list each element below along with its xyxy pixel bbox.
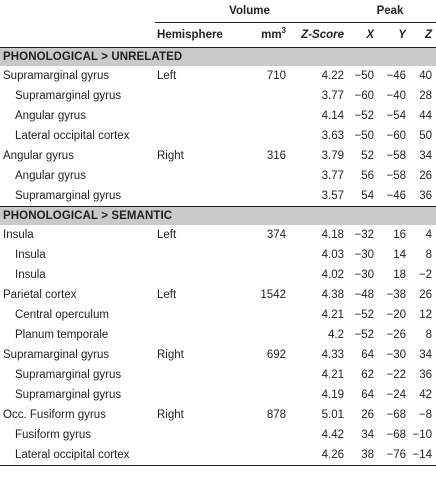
zscore-cell: 4.02 bbox=[321, 269, 344, 281]
zscore-cell: 4.38 bbox=[321, 289, 344, 301]
y-cell: −24 bbox=[386, 389, 406, 401]
table-header bbox=[0, 0, 436, 48]
z-header: Z bbox=[406, 23, 436, 48]
section-title: PHONOLOGICAL > UNRELATED bbox=[0, 48, 436, 67]
hemisphere-cell bbox=[155, 106, 231, 126]
volume-cell: 878 bbox=[266, 409, 286, 421]
zscore-cell: 4.21 bbox=[321, 369, 344, 381]
hemisphere-cell bbox=[155, 265, 231, 285]
zscore-cell: 4.19 bbox=[321, 389, 344, 401]
hemisphere-cell bbox=[155, 325, 231, 345]
hemisphere-header: Hemisphere bbox=[155, 23, 231, 48]
hemisphere-cell: Left bbox=[157, 289, 177, 301]
region-cell: Parietal cortex bbox=[3, 289, 77, 301]
y-cell: −22 bbox=[386, 369, 406, 381]
volume-cell bbox=[231, 106, 286, 126]
z-cell: −14 bbox=[406, 445, 436, 466]
hemisphere-cell bbox=[155, 305, 231, 325]
region-cell: Insula bbox=[3, 229, 34, 241]
table-row bbox=[0, 106, 436, 126]
hemisphere-cell: Left bbox=[157, 70, 177, 82]
x-cell: −60 bbox=[354, 90, 374, 102]
z-cell: −10 bbox=[412, 429, 432, 441]
y-cell: 16 bbox=[393, 229, 406, 241]
z-cell: 40 bbox=[419, 70, 432, 82]
x-cell: −50 bbox=[354, 70, 374, 82]
y-cell: −40 bbox=[386, 90, 406, 102]
x-cell: −52 bbox=[354, 110, 374, 122]
hemisphere-cell bbox=[155, 445, 231, 466]
section-title: PHONOLOGICAL > SEMANTIC bbox=[0, 207, 436, 226]
region-cell: Planum temporale bbox=[15, 329, 109, 341]
region-cell: Lateral occipital cortex bbox=[15, 130, 130, 142]
table-row bbox=[0, 245, 436, 265]
z-cell: 44 bbox=[419, 110, 432, 122]
y-cell: −30 bbox=[386, 349, 406, 361]
z-cell: 36 bbox=[419, 190, 432, 202]
hemisphere-cell bbox=[155, 365, 231, 385]
region-cell: Supramarginal gyrus bbox=[15, 389, 122, 401]
volume-cell bbox=[231, 385, 286, 405]
y-cell: −54 bbox=[386, 110, 406, 122]
z-cell: 34 bbox=[419, 349, 432, 361]
zscore-cell: 3.77 bbox=[321, 170, 344, 182]
hemisphere-cell bbox=[155, 86, 231, 106]
x-cell: 54 bbox=[361, 190, 374, 202]
x-cell: 38 bbox=[344, 445, 374, 466]
z-cell: 28 bbox=[419, 90, 432, 102]
y-cell: 14 bbox=[393, 249, 406, 261]
x-cell: −30 bbox=[354, 249, 374, 261]
hemisphere-cell bbox=[155, 385, 231, 405]
volume-cell bbox=[231, 265, 286, 285]
y-cell: −76 bbox=[374, 445, 406, 466]
region-cell: Central operculum bbox=[15, 309, 109, 321]
z-cell: −8 bbox=[418, 409, 432, 421]
region-cell: Occ. Fusiform gyrus bbox=[3, 409, 106, 421]
zscore-cell: 4.42 bbox=[321, 429, 344, 441]
volume-cell bbox=[231, 325, 286, 345]
table-row bbox=[0, 385, 436, 405]
peak-group-header: Peak bbox=[344, 0, 436, 23]
volume-cell: 692 bbox=[266, 349, 286, 361]
header-column-row bbox=[0, 23, 436, 48]
zscore-cell: 4.21 bbox=[321, 309, 344, 321]
zscore-cell: 4.14 bbox=[321, 110, 344, 122]
table-row bbox=[0, 345, 436, 365]
y-cell: −26 bbox=[386, 329, 406, 341]
region-cell: Angular gyrus bbox=[15, 170, 86, 182]
volume-cell bbox=[231, 425, 286, 445]
region-cell: Supramarginal gyrus bbox=[3, 70, 110, 82]
hemisphere-cell: Right bbox=[157, 150, 184, 162]
section-header-row bbox=[0, 207, 436, 226]
x-cell: 64 bbox=[361, 349, 374, 361]
zscore-cell: 5.01 bbox=[321, 409, 344, 421]
mm3-header: $mm^3$ bbox=[231, 23, 286, 48]
x-cell: 52 bbox=[361, 150, 374, 162]
zscore-cell: 4.2 bbox=[328, 329, 344, 341]
table-row bbox=[0, 405, 436, 425]
volume-cell: 374 bbox=[266, 229, 286, 241]
zscore-cell: 4.26 bbox=[286, 445, 344, 466]
z-cell: 34 bbox=[419, 150, 432, 162]
zscore-cell: 4.33 bbox=[321, 349, 344, 361]
hemisphere-cell: Left bbox=[157, 229, 177, 241]
z-cell: 50 bbox=[419, 130, 432, 142]
x-cell: 56 bbox=[361, 170, 374, 182]
y-cell: −60 bbox=[386, 130, 406, 142]
z-cell: 26 bbox=[419, 170, 432, 182]
hemisphere-cell: Right bbox=[157, 409, 184, 421]
table-row bbox=[0, 445, 436, 466]
region-cell: Angular gyrus bbox=[15, 110, 86, 122]
zscore-cell: 3.77 bbox=[321, 90, 344, 102]
table-row bbox=[0, 305, 436, 325]
zscore-cell: 4.22 bbox=[321, 70, 344, 82]
region-cell: Insula bbox=[15, 249, 46, 261]
zscore-cell: 3.57 bbox=[321, 190, 344, 202]
table-row bbox=[0, 225, 436, 245]
hemisphere-cell: Right bbox=[157, 349, 184, 361]
table-row bbox=[0, 66, 436, 86]
volume-cell bbox=[231, 126, 286, 146]
table-row bbox=[0, 365, 436, 385]
table-row bbox=[0, 285, 436, 305]
volume-cell bbox=[231, 305, 286, 325]
y-cell: −20 bbox=[386, 309, 406, 321]
table-row bbox=[0, 325, 436, 345]
x-header: X bbox=[344, 23, 374, 48]
z-cell: −2 bbox=[418, 269, 432, 281]
volume-cell bbox=[231, 445, 286, 466]
volume-cell bbox=[231, 166, 286, 186]
volume-cell bbox=[231, 365, 286, 385]
region-cell: Angular gyrus bbox=[3, 150, 74, 162]
region-cell: Lateral occipital cortex bbox=[0, 445, 155, 466]
z-cell: 26 bbox=[419, 289, 432, 301]
z-cell: 42 bbox=[419, 389, 432, 401]
z-cell: 4 bbox=[425, 229, 432, 241]
y-cell: −38 bbox=[386, 289, 406, 301]
hemisphere-cell bbox=[155, 186, 231, 207]
zscore-cell: 3.63 bbox=[321, 130, 344, 142]
z-cell: 8 bbox=[425, 249, 432, 261]
zscore-cell: 4.18 bbox=[321, 229, 344, 241]
table-row bbox=[0, 265, 436, 285]
x-cell: −48 bbox=[354, 289, 374, 301]
z-cell: 12 bbox=[419, 309, 432, 321]
x-cell: −50 bbox=[354, 130, 374, 142]
hemisphere-cell bbox=[155, 166, 231, 186]
hemisphere-cell bbox=[155, 425, 231, 445]
x-cell: 26 bbox=[361, 409, 374, 421]
y-cell: −46 bbox=[386, 70, 406, 82]
table-row bbox=[0, 425, 436, 445]
volume-cell bbox=[231, 86, 286, 106]
y-cell: −68 bbox=[386, 429, 406, 441]
x-cell: 64 bbox=[361, 389, 374, 401]
volume-cell: 1542 bbox=[260, 289, 286, 301]
x-cell: 34 bbox=[361, 429, 374, 441]
region-cell: Supramarginal gyrus bbox=[3, 349, 110, 361]
table-row bbox=[0, 126, 436, 146]
zscore-cell: 3.79 bbox=[321, 150, 344, 162]
section-header-row bbox=[0, 48, 436, 67]
table-body bbox=[0, 48, 436, 466]
region-cell: Supramarginal gyrus bbox=[15, 190, 122, 202]
x-cell: −30 bbox=[354, 269, 374, 281]
y-cell: −58 bbox=[386, 150, 406, 162]
region-cell: Insula bbox=[15, 269, 46, 281]
volume-group-header: Volume bbox=[155, 0, 344, 23]
y-cell: −68 bbox=[386, 409, 406, 421]
x-cell: −32 bbox=[354, 229, 374, 241]
region-cell: Supramarginal gyrus bbox=[15, 369, 122, 381]
table-row bbox=[0, 86, 436, 106]
volume-cell: 710 bbox=[266, 70, 286, 82]
x-cell: −52 bbox=[354, 309, 374, 321]
volume-cell: 316 bbox=[266, 150, 286, 162]
z-cell: 36 bbox=[419, 369, 432, 381]
hemisphere-cell bbox=[155, 245, 231, 265]
z-cell: 8 bbox=[425, 329, 432, 341]
volume-cell bbox=[231, 186, 286, 207]
table-row bbox=[0, 186, 436, 207]
x-cell: 62 bbox=[361, 369, 374, 381]
table-row bbox=[0, 146, 436, 166]
y-cell: 18 bbox=[393, 269, 406, 281]
volume-cell bbox=[231, 245, 286, 265]
region-cell: Supramarginal gyrus bbox=[15, 90, 122, 102]
x-cell: −52 bbox=[354, 329, 374, 341]
region-cell: Fusiform gyrus bbox=[15, 429, 92, 441]
zscore-cell: 4.03 bbox=[321, 249, 344, 261]
header-group-row bbox=[0, 0, 436, 23]
zscore-header: Z-Score bbox=[286, 23, 344, 48]
y-cell: −58 bbox=[386, 170, 406, 182]
table-row bbox=[0, 166, 436, 186]
y-header: Y bbox=[374, 23, 406, 48]
hemisphere-cell bbox=[155, 126, 231, 146]
y-cell: −46 bbox=[386, 190, 406, 202]
